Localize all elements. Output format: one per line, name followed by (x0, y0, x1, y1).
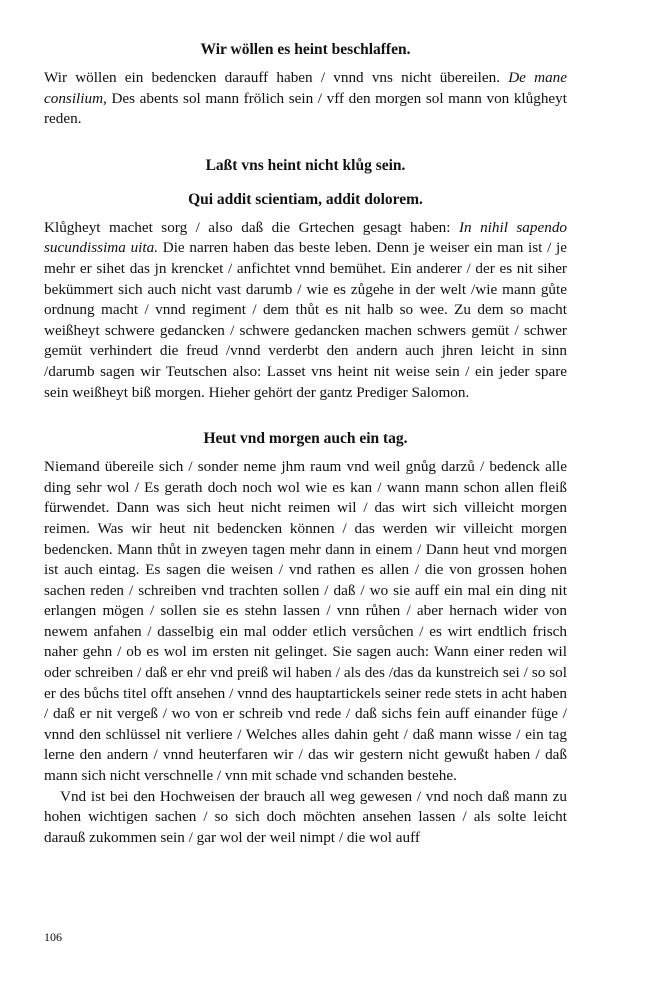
latin-phrase: In nihil sapendo sucundissima uita. (44, 218, 568, 257)
subheading-latin: Qui addit scientiam, addit dolorem. (188, 190, 423, 208)
paragraph-1: Wir wöllen ein bedencken darauff haben / vnnd vns nicht übereilen. De mane consilium, Des abents sol mann frölich sein / vff den morgen sol mann von klůgheyt reden. (44, 69, 568, 128)
paragraph-4: Vnd ist bei den Hochweisen der brauch all weg gewesen / vnd noch daß mann zu hohen wichtigen sachen / so sich doch möchten ansehen lassen / als solte leicht darauß zukommen sein / gar wol der weil nimpt / die wol auff (44, 787, 567, 846)
heading-1: Wir wöllen es heint beschlaffen. (200, 41, 411, 58)
heading-3: Heut vnd morgen auch ein tag. (203, 430, 408, 448)
paragraph-3: Niemand übereile sich / sonder neme jhm raum vnd weil gnůg darzů / bedenck alle ding sehr wol / Es gerath doch noch wol wie es kan / wann mann schon allen fleiß fürwendet. Dann was sich heut nicht reimen wil / das wirt sich villeicht morgen reimen. Was wir heut nit bedencken können / das werden wir villeicht morgen bedencken. Mann thůt in zweyen tagen mehr dann in einem / Dann heut vnd morgen ist auch eintag. Es sagen die weisen / vnd rathen es allen / die von grossen hohen sachen reden / schreiben vnd trachten sollen / daß / wo sie auff ein mal ein ding nit erlangen mögen / sollen sie es stehn lassen / vnn růhen / aber hernach wider von newem anfahen / dasselbig ein mal odder etlich versůchen / es wirt endtlich frisch naher gehn / ob es wol im ersten nit gelinget. Sie sagen auch: Wann einer reden wil oder schreiben / daß er ehr vnd preiß wil haben / als des /das da kunstreich sei / so sol er des bůchs titel offt ansehen / vnnd des hauptartickels seiner rede stets in acht haben / daß er nit vergeß / wo von er schreib vnd rede / daß sichs fein auff einander füge / vnnd den schlüssel nit verliere / Welches alles dahin geht / daß mann wisse / ein tag lerne den andern / vnnd heuterfaren wir / das wir gestern nicht gewußt haben / daß mann sich nicht verschnelle / vnn mit schade vnd schanden bestehe. (44, 458, 567, 785)
heading-2: Laßt vns heint nicht klůg sein. (205, 156, 406, 174)
latin-phrase: De mane consilium, (44, 69, 568, 107)
paragraph-2: Klůgheyt machet sorg / also daß die Grtechen gesagt haben: In nihil sapendo sucundissima uita. Die narren haben das beste leben. Denn je weiser ein man ist / je mehr er sihet das jn krencket / anfichtet vnnd bemühet. Ein anderer / der es nit siher bekümmert sich auch nicht vast darumb / wie es zůgehe in der welt /wie mann gůte ordnung macht / vnnd regiment / dem thůt es nit halb so wee. Zu dem so macht weißheyt schwere gedancken / schwere gedancken machen schwers gemüt / schwer gemüt verhindert die freud /vnnd verderbt den andern auch jhren leicht in sinn /darumb sagen wir Teutschen also: Lasset vns heint nit weise sein / ein jeder spare sein weißheyt biß morgen. Hieher gehört der gantz Prediger Salomon. (44, 218, 568, 401)
page-number: 106 (44, 930, 62, 944)
text-column (44, 40, 567, 848)
